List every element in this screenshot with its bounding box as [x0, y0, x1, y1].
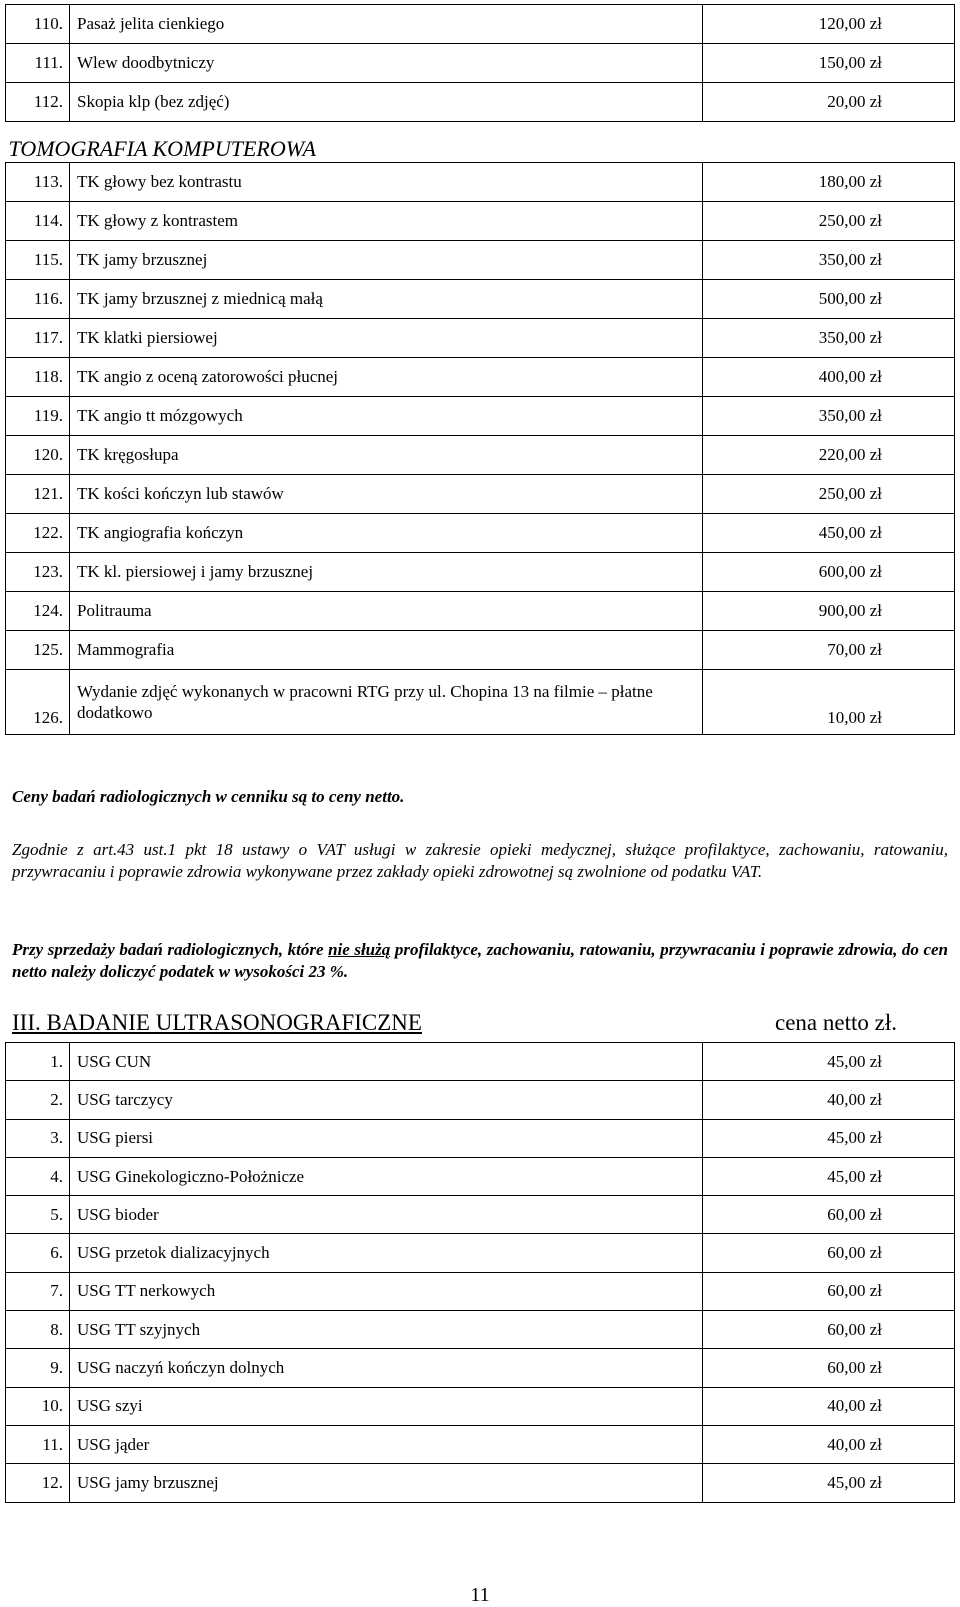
row-number: 11.	[6, 1425, 70, 1463]
table-row	[6, 83, 955, 122]
vat-sale-note	[12, 939, 948, 983]
service-price: 40,00 zł	[703, 1387, 955, 1425]
service-price: 60,00 zł	[703, 1272, 955, 1310]
service-price: 45,00 zł	[703, 1464, 955, 1502]
service-price: 60,00 zł	[703, 1196, 955, 1234]
row-number: 121.	[6, 475, 70, 514]
table-row	[6, 553, 955, 592]
service-name: USG piersi	[70, 1119, 703, 1157]
table-row	[6, 1272, 955, 1310]
service-name: TK angio z oceną zatorowości płucnej	[70, 358, 703, 397]
service-name: USG CUN	[70, 1043, 703, 1081]
service-price: 600,00 zł	[703, 553, 955, 592]
section-title-usg: III. BADANIE ULTRASONOGRAFICZNE	[12, 1010, 422, 1035]
service-price: 120,00 zł	[703, 5, 955, 44]
service-name: TK kręgosłupa	[70, 436, 703, 475]
table-row	[6, 1311, 955, 1349]
service-price: 180,00 zł	[703, 163, 955, 202]
service-price: 70,00 zł	[703, 631, 955, 670]
service-name: TK głowy bez kontrastu	[70, 163, 703, 202]
row-number: 115.	[6, 241, 70, 280]
table-row	[6, 1157, 955, 1195]
table-row	[6, 163, 955, 202]
vat-exempt-note: Zgodnie z art.43 ust.1 pkt 18 ustawy o VAT usługi w zakresie opieki medycznej, służące profilaktyce, zachowaniu, ratowaniu, przywracaniu i poprawie zdrowia wykonywane przez zakłady opieki zdrowotnej są zwolnione od podatku VAT.	[12, 840, 948, 881]
row-number: 3.	[6, 1119, 70, 1157]
service-name: Mammografia	[70, 631, 703, 670]
row-number: 111.	[6, 44, 70, 83]
service-name: TK głowy z kontrastem	[70, 202, 703, 241]
row-number: 5.	[6, 1196, 70, 1234]
net-price-note: Ceny badań radiologicznych w cenniku są to ceny netto.	[12, 787, 405, 806]
service-price: 350,00 zł	[703, 241, 955, 280]
service-price: 45,00 zł	[703, 1119, 955, 1157]
vat-sale-underlined: nie służą	[328, 940, 391, 959]
row-number: 1.	[6, 1043, 70, 1081]
row-number: 12.	[6, 1464, 70, 1502]
row-number: 7.	[6, 1272, 70, 1310]
row-number: 114.	[6, 202, 70, 241]
service-name: USG Ginekologiczno-Położnicze	[70, 1157, 703, 1195]
service-price: 900,00 zł	[703, 592, 955, 631]
service-price: 45,00 zł	[703, 1043, 955, 1081]
table-row	[6, 631, 955, 670]
section-header-row	[6, 122, 955, 163]
price-table-usg	[5, 1042, 955, 1503]
service-price: 45,00 zł	[703, 1157, 955, 1195]
table-row	[6, 670, 955, 735]
table-row	[6, 1349, 955, 1387]
service-name: TK angiografia kończyn	[70, 514, 703, 553]
table-row	[6, 319, 955, 358]
table-row	[6, 592, 955, 631]
row-number: 120.	[6, 436, 70, 475]
service-name: USG szyi	[70, 1387, 703, 1425]
service-price: 350,00 zł	[703, 319, 955, 358]
service-name: USG tarczycy	[70, 1081, 703, 1119]
service-price: 60,00 zł	[703, 1311, 955, 1349]
service-price: 500,00 zł	[703, 280, 955, 319]
row-number: 10.	[6, 1387, 70, 1425]
service-price: 350,00 zł	[703, 397, 955, 436]
table-row	[6, 1043, 955, 1081]
service-name: USG TT szyjnych	[70, 1311, 703, 1349]
service-name: Wydanie zdjęć wykonanych w pracowni RTG przy ul. Chopina 13 na filmie – płatne dodatkowo	[70, 670, 703, 735]
table-row	[6, 241, 955, 280]
table-row	[6, 202, 955, 241]
service-name: Skopia klp (bez zdjęć)	[70, 83, 703, 122]
row-number: 126.	[6, 670, 70, 735]
service-price: 60,00 zł	[703, 1234, 955, 1272]
row-number: 116.	[6, 280, 70, 319]
price-column-header: cena netto zł.	[775, 1010, 897, 1035]
service-price: 400,00 zł	[703, 358, 955, 397]
row-number: 119.	[6, 397, 70, 436]
table-row	[6, 280, 955, 319]
row-number: 118.	[6, 358, 70, 397]
table-row	[6, 358, 955, 397]
service-name: TK jamy brzusznej	[70, 241, 703, 280]
table-row	[6, 475, 955, 514]
row-number: 6.	[6, 1234, 70, 1272]
service-price: 40,00 zł	[703, 1081, 955, 1119]
service-name: TK klatki piersiowej	[70, 319, 703, 358]
service-name: Pasaż jelita cienkiego	[70, 5, 703, 44]
row-number: 9.	[6, 1349, 70, 1387]
row-number: 4.	[6, 1157, 70, 1195]
table-row	[6, 5, 955, 44]
service-name: TK kl. piersiowej i jamy brzusznej	[70, 553, 703, 592]
service-name: Politrauma	[70, 592, 703, 631]
table-row	[6, 1081, 955, 1119]
table-row	[6, 1234, 955, 1272]
row-number: 2.	[6, 1081, 70, 1119]
table-row	[6, 397, 955, 436]
service-price: 250,00 zł	[703, 475, 955, 514]
service-price: 20,00 zł	[703, 83, 955, 122]
service-name: USG przetok dializacyjnych	[70, 1234, 703, 1272]
row-number: 122.	[6, 514, 70, 553]
row-number: 123.	[6, 553, 70, 592]
service-price: 220,00 zł	[703, 436, 955, 475]
service-name: USG jamy brzusznej	[70, 1464, 703, 1502]
table-row	[6, 1425, 955, 1463]
section-title-tk: TOMOGRAFIA KOMPUTEROWA	[8, 136, 316, 161]
service-name: TK angio tt mózgowych	[70, 397, 703, 436]
service-name: USG bioder	[70, 1196, 703, 1234]
service-price: 40,00 zł	[703, 1425, 955, 1463]
table-row	[6, 44, 955, 83]
row-number: 124.	[6, 592, 70, 631]
row-number: 125.	[6, 631, 70, 670]
table-row	[6, 1119, 955, 1157]
price-table-tk	[5, 4, 955, 735]
table-row	[6, 1464, 955, 1502]
service-name: TK kości kończyn lub stawów	[70, 475, 703, 514]
service-name: USG jąder	[70, 1425, 703, 1463]
service-price: 150,00 zł	[703, 44, 955, 83]
service-price: 10,00 zł	[703, 670, 955, 735]
table-row	[6, 1196, 955, 1234]
table-row	[6, 436, 955, 475]
row-number: 112.	[6, 83, 70, 122]
table-row	[6, 514, 955, 553]
service-name: USG TT nerkowych	[70, 1272, 703, 1310]
row-number: 8.	[6, 1311, 70, 1349]
vat-sale-text-1: Przy sprzedaży badań radiologicznych, które	[12, 940, 329, 959]
row-number: 113.	[6, 163, 70, 202]
table-row	[6, 1387, 955, 1425]
page-number: 11	[470, 1584, 490, 1606]
service-name: USG naczyń kończyn dolnych	[70, 1349, 703, 1387]
service-price: 250,00 zł	[703, 202, 955, 241]
row-number: 117.	[6, 319, 70, 358]
service-name: Wlew doodbytniczy	[70, 44, 703, 83]
row-number: 110.	[6, 5, 70, 44]
service-price: 60,00 zł	[703, 1349, 955, 1387]
service-price: 450,00 zł	[703, 514, 955, 553]
service-name: TK jamy brzusznej z miednicą małą	[70, 280, 703, 319]
vat-sale-text-2: profilaktyce, zachowaniu, ratowaniu, przywracaniu i poprawie zdrowia, do cen netto należy doliczyć podatek w wysokości 23 %.	[12, 940, 948, 981]
